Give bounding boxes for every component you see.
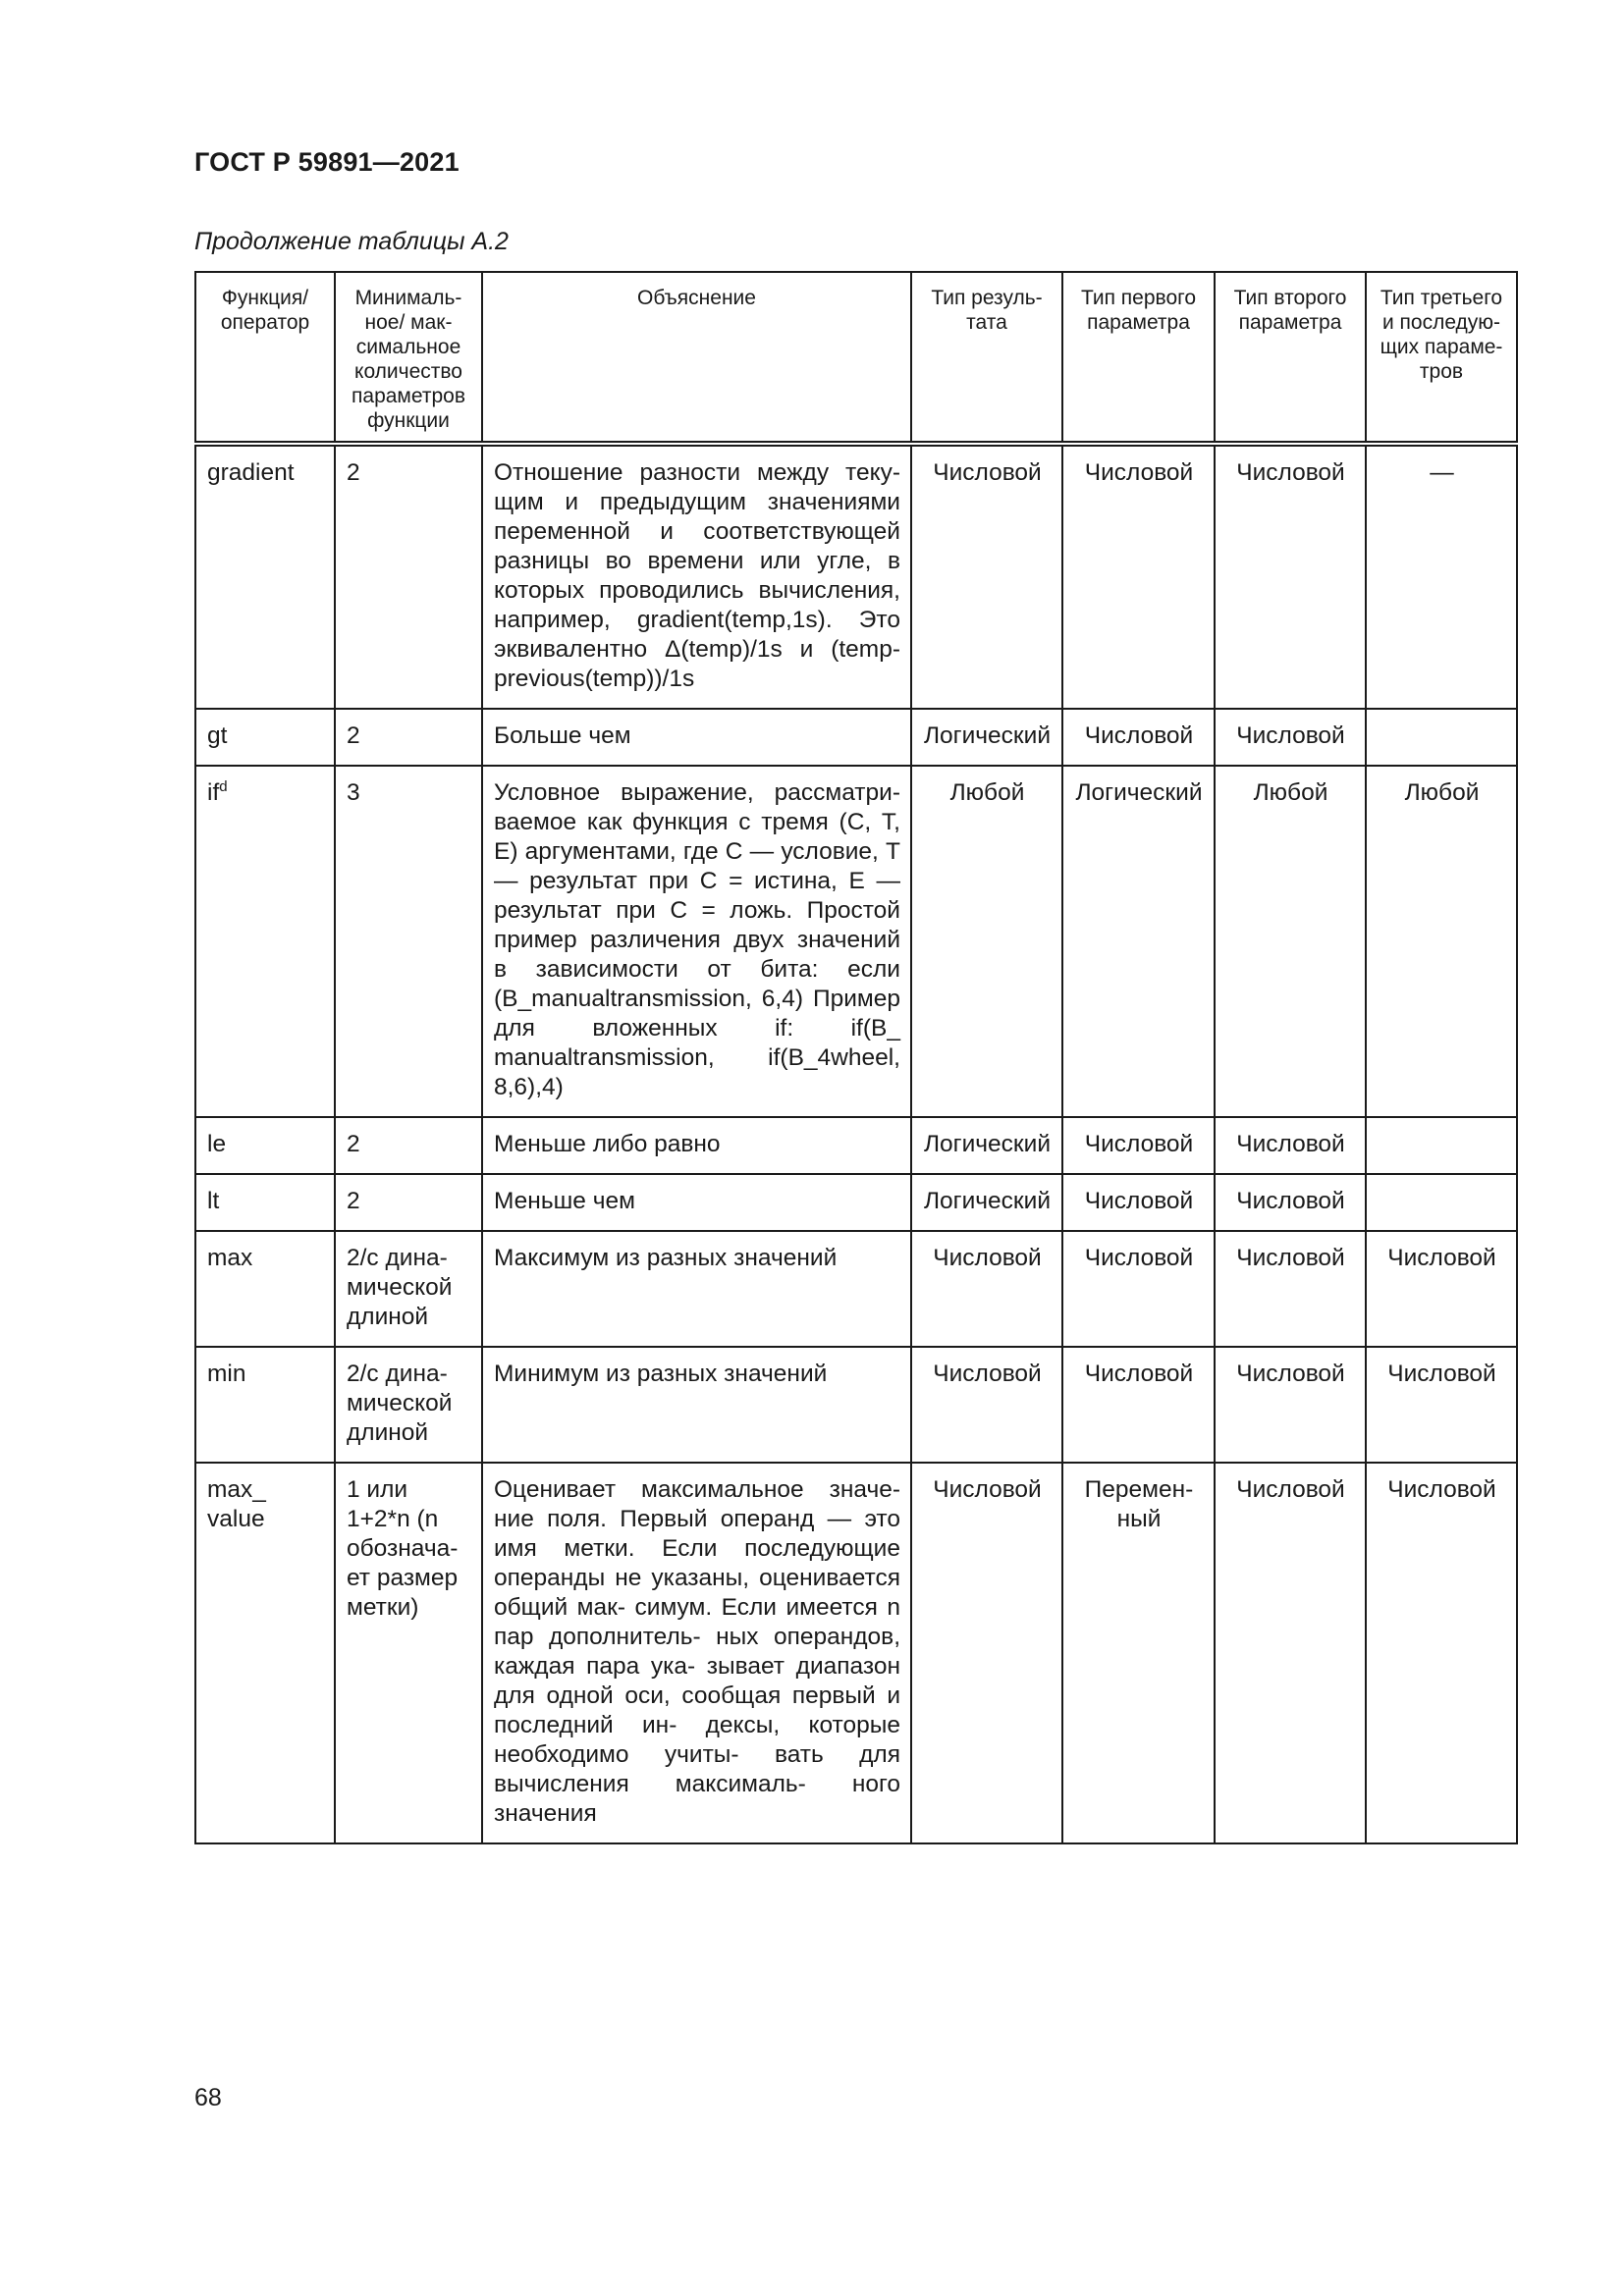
cell-param-count: 2 bbox=[335, 1117, 482, 1174]
cell-first-param-type: Числовой bbox=[1062, 1231, 1215, 1347]
cell-second-param-type: Числовой bbox=[1215, 1463, 1366, 1843]
table-row bbox=[195, 444, 1517, 709]
cell-first-param-type: Числовой bbox=[1062, 1174, 1215, 1231]
table-row bbox=[195, 1231, 1517, 1347]
cell-param-count: 2 bbox=[335, 444, 482, 709]
cell-third-param-type: Числовой bbox=[1366, 1463, 1517, 1843]
cell-function: gradient bbox=[195, 444, 335, 709]
cell-result-type: Логический bbox=[911, 709, 1062, 766]
cell-param-count: 2/с дина- мической длиной bbox=[335, 1347, 482, 1463]
cell-explanation: Максимум из разных значений bbox=[482, 1231, 911, 1347]
cell-second-param-type: Числовой bbox=[1215, 709, 1366, 766]
col-header-result-type: Тип резуль- тата bbox=[911, 272, 1062, 444]
cell-explanation: Меньше либо равно bbox=[482, 1117, 911, 1174]
cell-result-type: Логический bbox=[911, 1117, 1062, 1174]
cell-function: min bbox=[195, 1347, 335, 1463]
table-row bbox=[195, 766, 1517, 1117]
table-row bbox=[195, 1463, 1517, 1843]
cell-param-count: 1 или 1+2*n (n обознача- ет размер метки) bbox=[335, 1463, 482, 1843]
cell-second-param-type: Числовой bbox=[1215, 1347, 1366, 1463]
cell-result-type: Числовой bbox=[911, 1463, 1062, 1843]
cell-result-type: Числовой bbox=[911, 1231, 1062, 1347]
cell-third-param-type: — bbox=[1366, 444, 1517, 709]
table-header-row bbox=[195, 272, 1517, 444]
table-row bbox=[195, 1174, 1517, 1231]
document-header: ГОСТ Р 59891—2021 bbox=[194, 147, 460, 177]
cell-first-param-type: Числовой bbox=[1062, 1117, 1215, 1174]
cell-param-count: 2 bbox=[335, 1174, 482, 1231]
cell-first-param-type: Числовой bbox=[1062, 709, 1215, 766]
table-caption: Продолжение таблицы А.2 bbox=[194, 228, 509, 255]
cell-second-param-type: Числовой bbox=[1215, 1174, 1366, 1231]
cell-third-param-type: Любой bbox=[1366, 766, 1517, 1117]
table-row bbox=[195, 1117, 1517, 1174]
col-header-function: Функция/ оператор bbox=[195, 272, 335, 444]
page-number: 68 bbox=[194, 2084, 222, 2111]
cell-function: max_ value bbox=[195, 1463, 335, 1843]
cell-explanation: Отношение разности между теку- щим и предыдущим значениями переменной и соответствующей разницы во времени или угле, в которых проводились вычисления, например, gradient(temp,1s). Это эквивалентно Δ(temp)/1s и (temp-previous(temp))/1s bbox=[482, 444, 911, 709]
cell-first-param-type: Перемен- ный bbox=[1062, 1463, 1215, 1843]
cell-third-param-type bbox=[1366, 1174, 1517, 1231]
cell-third-param-type: Числовой bbox=[1366, 1231, 1517, 1347]
cell-function: $if^d$ bbox=[195, 766, 335, 1117]
cell-result-type: Числовой bbox=[911, 1347, 1062, 1463]
cell-explanation: Оценивает максимальное значе- ние поля. Первый операнд — это имя метки. Если последующие операнды не указаны, оценивается общий мак- симум. Если имеется n пар дополнитель- ных операндов, каждая пара ука- зывает диапазон для одной оси, сообщая первый и последний ин- дексы, которые необходимо учиты- вать для вычисления максималь- ного значения bbox=[482, 1463, 911, 1843]
table-row bbox=[195, 1347, 1517, 1463]
cell-first-param-type: Числовой bbox=[1062, 444, 1215, 709]
cell-third-param-type bbox=[1366, 1117, 1517, 1174]
cell-function: le bbox=[195, 1117, 335, 1174]
cell-first-param-type: Числовой bbox=[1062, 1347, 1215, 1463]
cell-function: max bbox=[195, 1231, 335, 1347]
cell-first-param-type: Логический bbox=[1062, 766, 1215, 1117]
footnote-marker: d bbox=[219, 777, 228, 795]
cell-explanation: Условное выражение, рассматри- ваемое как функция с тремя (С, Т, Е) аргументами, где С — условие, Т — результат при С = истина, Е — результат при С = ложь. Простой пример различения двух значений в зависимости от бита: если (B_manualtransmission, 6,4) Пример для вложенных if: if(B_ manualtransmission, if(B_4wheel, 8,6),4) bbox=[482, 766, 911, 1117]
col-header-third-param-type: Тип третьего и последую- щих параме- тров bbox=[1366, 272, 1517, 444]
cell-function: lt bbox=[195, 1174, 335, 1231]
cell-second-param-type: Любой bbox=[1215, 766, 1366, 1117]
cell-explanation: Минимум из разных значений bbox=[482, 1347, 911, 1463]
cell-second-param-type: Числовой bbox=[1215, 444, 1366, 709]
cell-param-count: 2 bbox=[335, 709, 482, 766]
col-header-second-param-type: Тип второго параметра bbox=[1215, 272, 1366, 444]
table-row bbox=[195, 709, 1517, 766]
col-header-param-count: Минималь- ное/ мак- симальное количество параметров функции bbox=[335, 272, 482, 444]
col-header-explanation: Объяснение bbox=[482, 272, 911, 444]
functions-table bbox=[194, 271, 1518, 1844]
cell-third-param-type bbox=[1366, 709, 1517, 766]
cell-explanation: Меньше чем bbox=[482, 1174, 911, 1231]
cell-explanation: Больше чем bbox=[482, 709, 911, 766]
cell-result-type: Числовой bbox=[911, 444, 1062, 709]
cell-third-param-type: Числовой bbox=[1366, 1347, 1517, 1463]
cell-function: gt bbox=[195, 709, 335, 766]
cell-result-type: Логический bbox=[911, 1174, 1062, 1231]
cell-param-count: 3 bbox=[335, 766, 482, 1117]
cell-second-param-type: Числовой bbox=[1215, 1117, 1366, 1174]
table-body bbox=[195, 444, 1517, 1843]
cell-result-type: Любой bbox=[911, 766, 1062, 1117]
cell-param-count: 2/с дина- мической длиной bbox=[335, 1231, 482, 1347]
col-header-first-param-type: Тип первого параметра bbox=[1062, 272, 1215, 444]
cell-second-param-type: Числовой bbox=[1215, 1231, 1366, 1347]
